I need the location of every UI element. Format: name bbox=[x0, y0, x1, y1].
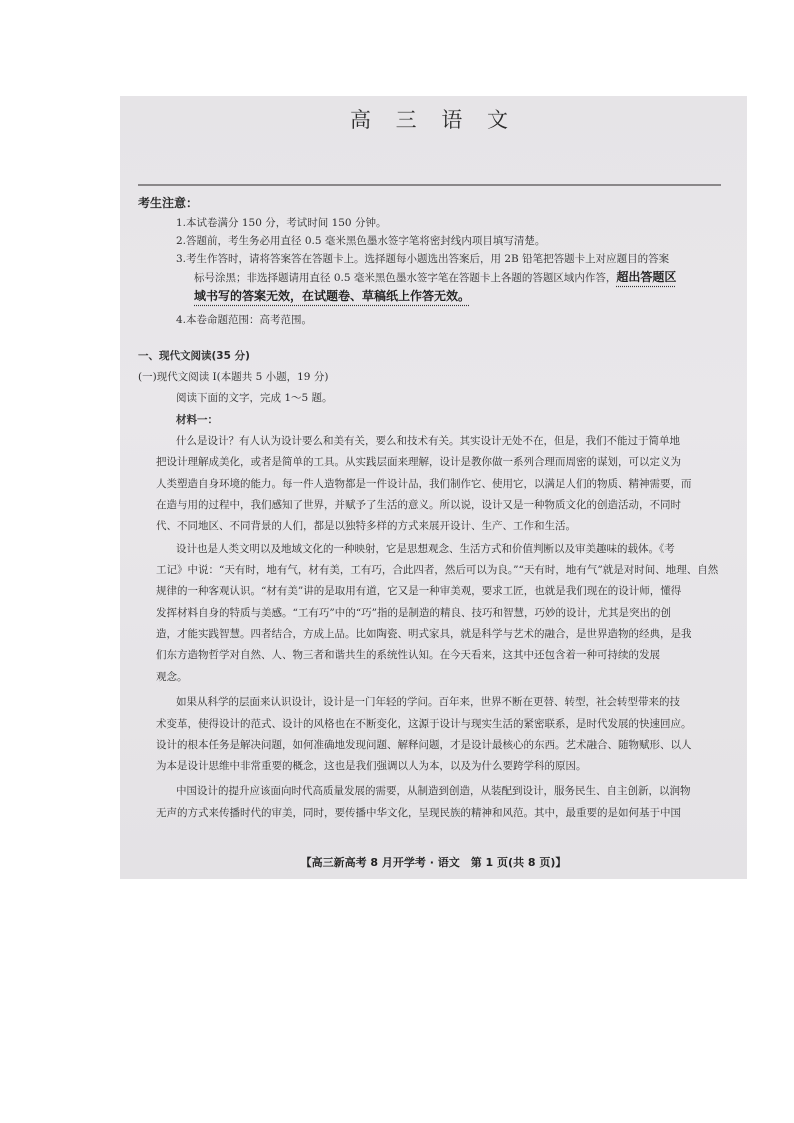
body-line: 造，才能实践智慧。四者结合，方成上品。比如陶瓷、明式家具，就是科学与艺术的融合，是世界造物的经典，是我 bbox=[156, 628, 692, 640]
page-title: 高 三 语 文 bbox=[349, 108, 518, 132]
notice-item-1: 1.本试卷满分 150 分，考试时间 150 分钟。 bbox=[176, 217, 387, 229]
body-line: 设计的根本任务是解决问题，如何准确地发现问题、解释问题，才是设计最核心的东西。艺术融合、随物赋形、以人 bbox=[156, 739, 692, 751]
page-footer: 【高三新高考 8 月开学考 · 语文 第 1 页(共 8 页)】 bbox=[300, 856, 567, 869]
document-page bbox=[120, 96, 747, 879]
body-line: 术变革，使得设计的范式、设计的风格也在不断变化，这源于设计与现实生活的紧密联系，是时代发展的快速回应。 bbox=[156, 718, 692, 730]
material-label: 材料一： bbox=[176, 414, 218, 426]
body-line: 中国设计的提升应该面向时代高质量发展的需要，从制造到创造，从装配到设计，服务民生、自主创新，以润物 bbox=[176, 785, 691, 797]
notice-item-3: 3.考生作答时，请将答案答在答题卡上。选择题每小题选出答案后，用 2B 铅笔把答题卡上对应题目的答案 bbox=[176, 253, 670, 265]
body-line: 为本是设计思维中非常重要的概念，这也是我们强调以人为本，以及为什么要跨学科的原因。 bbox=[156, 760, 587, 772]
body-line: 如果从科学的层面来认识设计，设计是一门年轻的学问。百年来，世界不断在更替、转型，社会转型带来的技 bbox=[176, 696, 680, 708]
body-line: 什么是设计？有人认为设计要么和美有关，要么和技术有关。其实设计无处不在，但是，我们不能过于简单地 bbox=[176, 435, 680, 447]
notice-heading: 考生注意： bbox=[138, 196, 199, 210]
notice-item-4: 4.本卷命题范围：高考范围。 bbox=[176, 314, 313, 326]
body-line: 们东方造物哲学对自然、人、物三者和谐共生的系统性认知。在今天看来，这其中还包含着一种可持续的发展 bbox=[156, 649, 660, 661]
notice-item-3-text: 标号涂黑；非选择题请用直径 0.5 毫米黑色墨水签字笔在答题卡上各题的答题区域内作答， bbox=[194, 272, 617, 284]
body-line: 无声的方式来传播时代的审美，同时，要传播中华文化，呈现民族的精神和风范。其中，最重要的是如何基于中国 bbox=[156, 807, 681, 819]
body-line: 代、不同地区、不同背景的人们，都是以独特多样的方式来展开设计、生产、工作和生活。 bbox=[156, 520, 576, 532]
notice-emphasis-2: 域书写的答案无效，在试题卷、草稿纸上作答无效。 bbox=[194, 289, 471, 303]
section-heading: 一、现代文阅读(35 分) bbox=[138, 350, 250, 362]
body-line: 把设计理解成美化，或者是简单的工具。从实践层面来理解，设计是教你做一系列合理而周密的谋划，可以定义为 bbox=[156, 456, 681, 468]
body-line: 工记》中说：“天有时，地有气，材有美，工有巧，合此四者，然后可以为良。”“天有时，地有气”就是对时间、地理、自然 bbox=[156, 564, 719, 576]
body-line: 在造与用的过程中，我们感知了世界，并赋予了生活的意义。所以说，设计又是一种物质文化的创造活动，不同时 bbox=[156, 499, 681, 511]
body-line: 设计也是人类文明以及地域文化的一种映射，它是思想观念、生活方式和价值判断以及审美趣味的载体。《考 bbox=[176, 543, 675, 555]
notice-item-2: 2.答题前，考生务必用直径 0.5 毫米黑色墨水签字笔将密封线内项目填写清楚。 bbox=[176, 235, 546, 247]
subsection-heading: (一)现代文阅读 I(本题共 5 小题，19 分) bbox=[138, 371, 329, 383]
notice-emphasis-1: 超出答题区 bbox=[616, 270, 677, 284]
body-line: 发挥材料自身的特质与美感。“工有巧”中的“巧”指的是制造的精良、技巧和智慧，巧妙的设计，尤其是突出的创 bbox=[156, 607, 671, 619]
header-divider bbox=[138, 184, 721, 186]
notice-item-3-cont bbox=[194, 270, 676, 285]
body-line: 观念。 bbox=[156, 671, 188, 683]
reading-instruction: 阅读下面的文字，完成 1～5 题。 bbox=[176, 392, 333, 404]
body-line: 规律的一种客观认识。“材有美”讲的是取用有道，它又是一种审美观，要求工匠，也就是我们现在的设计师，懂得 bbox=[156, 585, 682, 597]
body-line: 人类塑造自身环境的能力。每一件人造物都是一件设计品，我们制作它、使用它，以满足人们的物质、精神需要，而 bbox=[156, 478, 692, 490]
